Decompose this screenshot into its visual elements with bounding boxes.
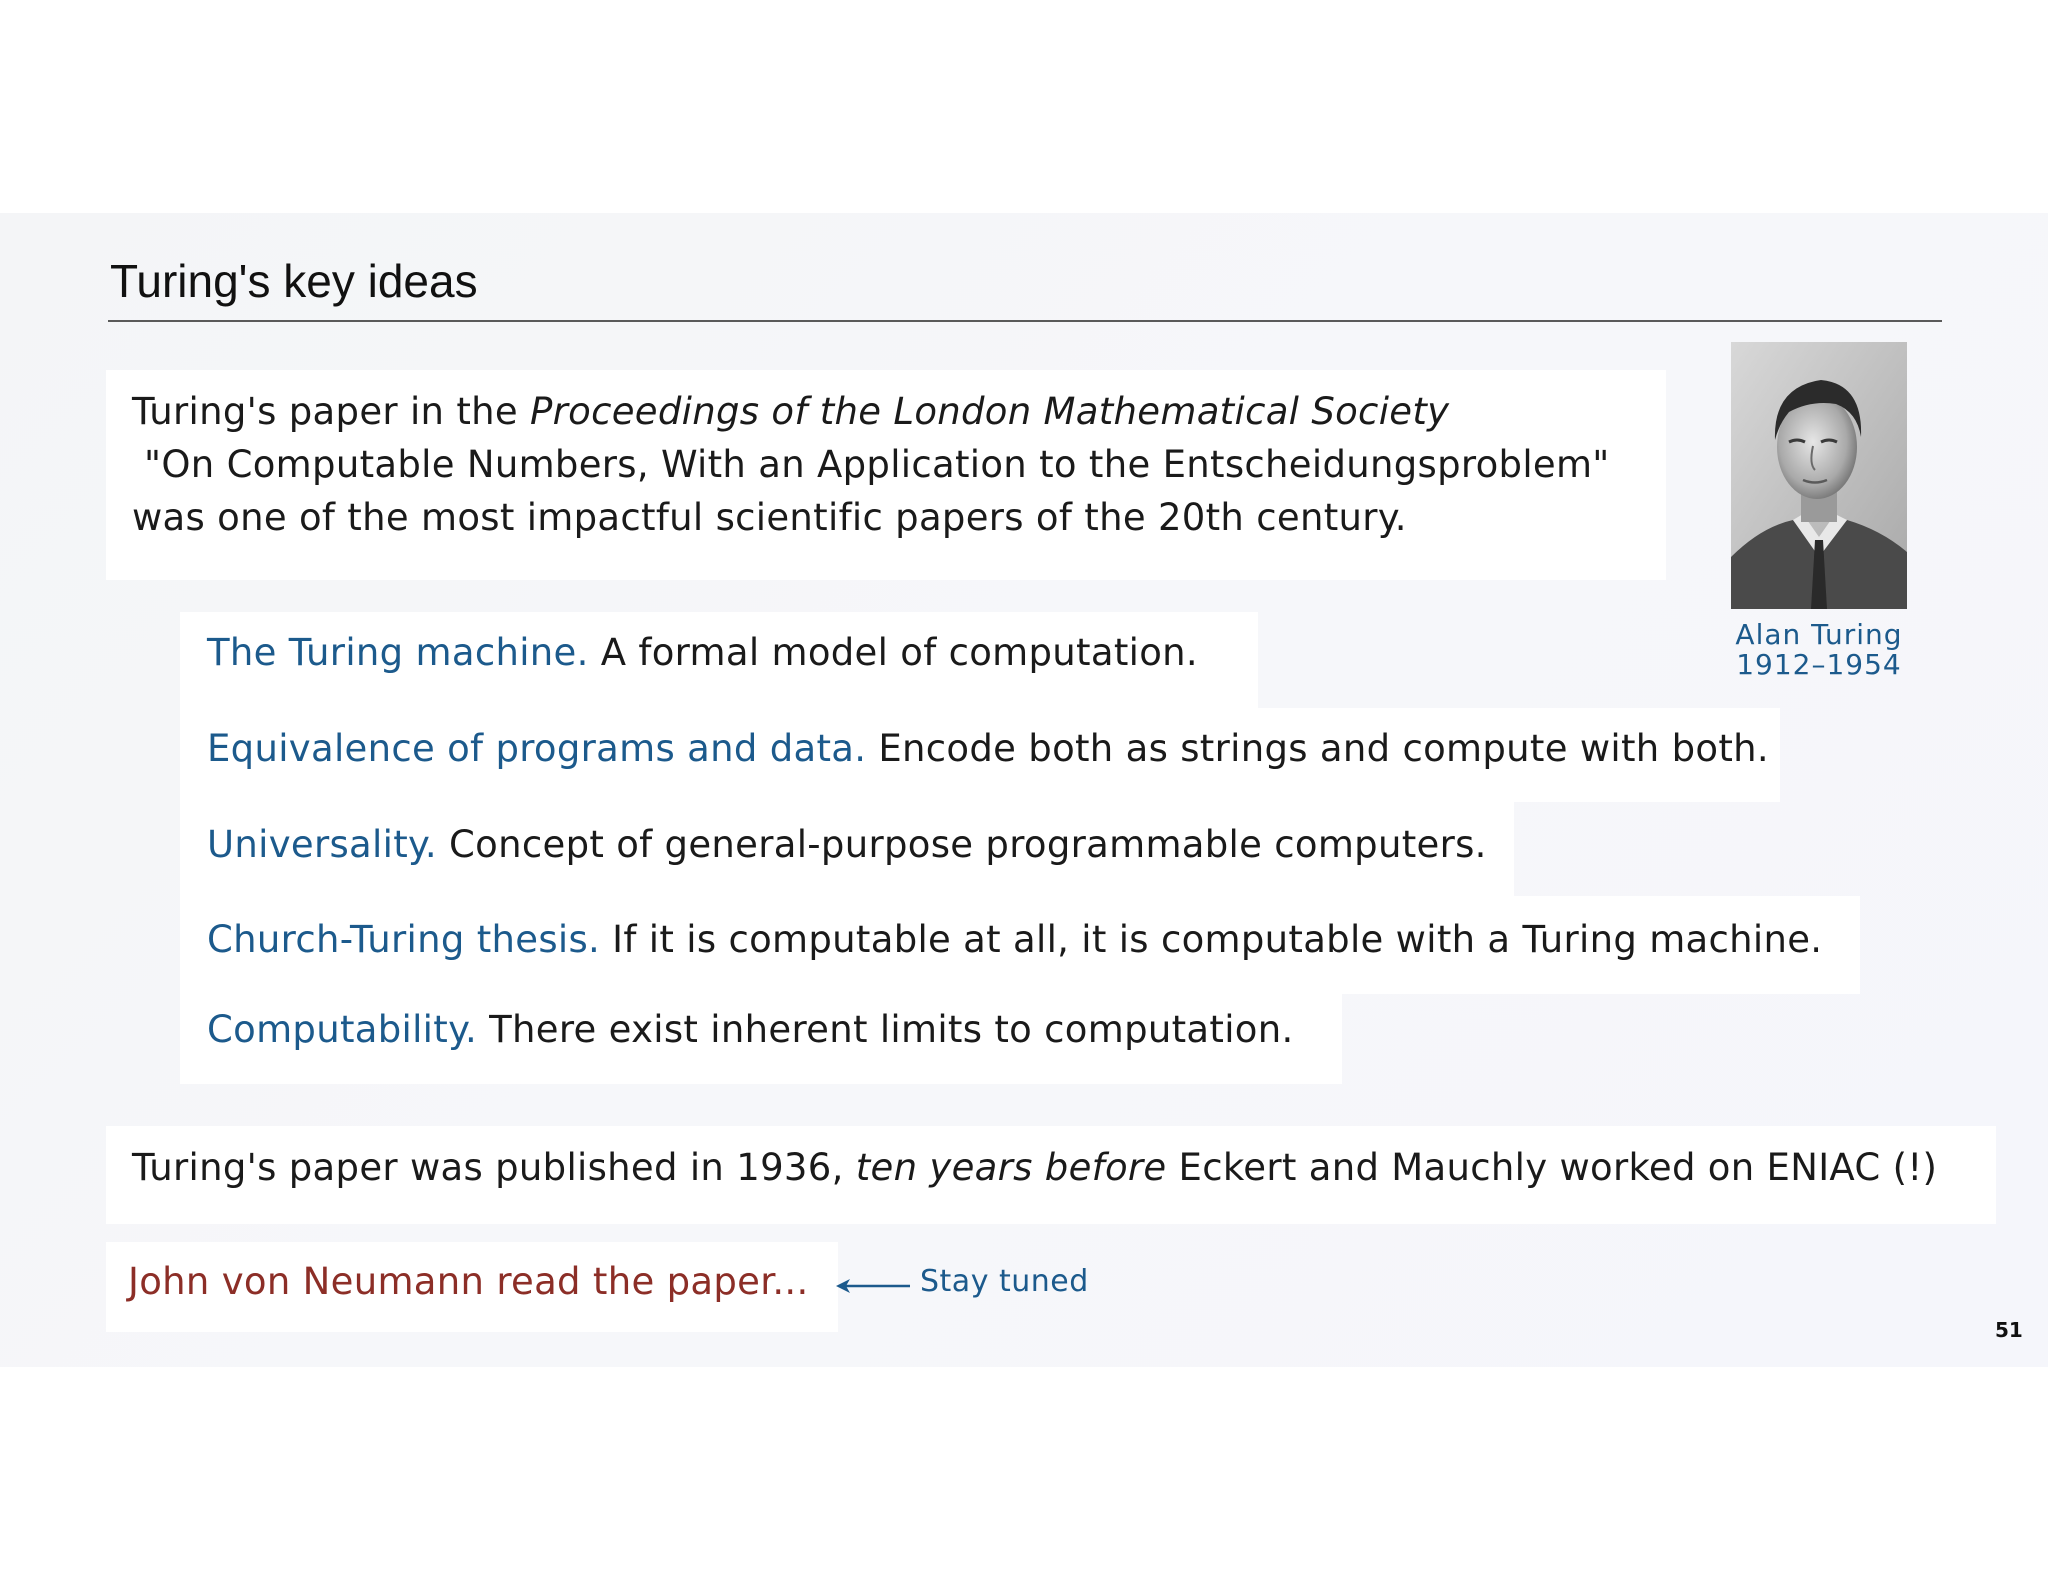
idea-desc: If it is computable at all, it is computable with a Turing machine. (600, 918, 1823, 961)
intro-line-1-text: Turing's paper in the (132, 390, 531, 433)
left-arrow-icon (834, 1274, 912, 1298)
title-rule (108, 320, 1942, 322)
idea-universality (207, 823, 1487, 866)
published-prefix: Turing's paper was published in 1936, (132, 1146, 856, 1189)
intro-line-1 (132, 390, 1449, 433)
idea-equivalence (207, 727, 1769, 770)
page-number: 51 (1995, 1318, 2023, 1342)
intro-line-2: "On Computable Numbers, With an Application to the Entscheidungsproblem" (132, 443, 1610, 486)
idea-term: Church-Turing thesis. (207, 918, 601, 961)
idea-desc: Concept of general-purpose programmable computers. (436, 823, 1487, 866)
von-neumann-text: John von Neumann read the paper... (128, 1260, 809, 1303)
idea-computability (207, 1008, 1294, 1051)
portrait-caption-years: 1912–1954 (1736, 648, 1902, 681)
idea-term: Universality. (207, 823, 437, 866)
idea-turing-machine (207, 631, 1198, 674)
published-emphasis: ten years before (855, 1146, 1167, 1189)
idea-term: Computability. (207, 1008, 478, 1051)
alan-turing-portrait (1731, 342, 1907, 609)
stay-tuned-note: Stay tuned (920, 1264, 1089, 1299)
slide-title: Turing's key ideas (110, 255, 478, 307)
portrait-caption-name: Alan Turing (1735, 618, 1903, 651)
idea-term: Equivalence of programs and data. (207, 727, 867, 770)
idea-desc: A formal model of computation. (588, 631, 1198, 674)
idea-church-turing (207, 918, 1822, 961)
published-text (132, 1146, 1937, 1189)
idea-desc: Encode both as strings and compute with both. (866, 727, 1769, 770)
idea-desc: There exist inherent limits to computation. (477, 1008, 1294, 1051)
intro-line-3: was one of the most impactful scientific papers of the 20th century. (132, 496, 1407, 539)
journal-name: Proceedings of the London Mathematical Society (530, 390, 1450, 433)
idea-term: The Turing machine. (207, 631, 589, 674)
published-suffix: Eckert and Mauchly worked on ENIAC (!) (1166, 1146, 1938, 1189)
